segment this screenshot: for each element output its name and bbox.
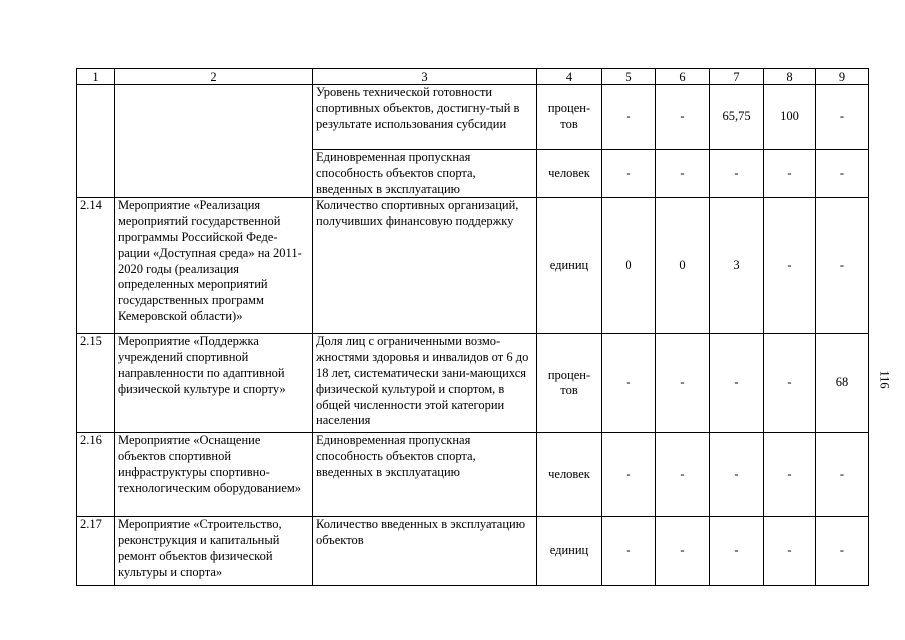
value-cell: 0 xyxy=(656,198,710,334)
row-number: 2.15 xyxy=(77,334,115,433)
unit-cell: процен-тов xyxy=(537,85,602,150)
row-number xyxy=(77,85,115,150)
column-header: 9 xyxy=(816,69,869,85)
value-cell: - xyxy=(816,85,869,150)
event-cell: Мероприятие «Строительство, реконструкция и капитальный ремонт объектов физической культуры и спорта» xyxy=(115,517,313,586)
value-cell: - xyxy=(710,150,764,198)
value-cell: - xyxy=(602,150,656,198)
value-cell: - xyxy=(816,517,869,586)
value-cell: - xyxy=(764,433,816,517)
value-cell: - xyxy=(816,198,869,334)
row-number xyxy=(77,150,115,198)
column-header: 2 xyxy=(115,69,313,85)
value-cell: - xyxy=(656,517,710,586)
table-row xyxy=(77,85,869,150)
value-cell: - xyxy=(764,198,816,334)
value-cell: - xyxy=(710,517,764,586)
indicator-cell: Уровень технической готовности спортивных объектов, достигну-тый в результате использования субсидии xyxy=(313,85,537,150)
row-number: 2.16 xyxy=(77,433,115,517)
column-header: 5 xyxy=(602,69,656,85)
column-number-row xyxy=(77,69,869,85)
table-row xyxy=(77,150,869,198)
column-header: 3 xyxy=(313,69,537,85)
value-cell: 65,75 xyxy=(710,85,764,150)
value-cell: - xyxy=(602,85,656,150)
column-header: 8 xyxy=(764,69,816,85)
indicator-cell: Доля лиц с ограниченными возмо-жностями здоровья и инвалидов от 6 до 18 лет, систематически зани-мающихся физической культурой и спортом, в общей численности этой категории населения xyxy=(313,334,537,433)
column-header: 4 xyxy=(537,69,602,85)
value-cell: - xyxy=(764,150,816,198)
event-cell xyxy=(115,150,313,198)
indicators-table xyxy=(76,68,869,586)
table-row xyxy=(77,334,869,433)
value-cell: - xyxy=(602,517,656,586)
value-cell: - xyxy=(602,433,656,517)
unit-cell: единиц xyxy=(537,517,602,586)
value-cell: - xyxy=(764,334,816,433)
indicator-cell: Единовременная пропускная способность объектов спорта, введенных в эксплуатацию xyxy=(313,433,537,517)
value-cell: - xyxy=(602,334,656,433)
value-cell: 3 xyxy=(710,198,764,334)
page-number: 116 xyxy=(877,370,892,389)
event-cell: Мероприятие «Оснащение объектов спортивной инфраструктуры спортивно-технологическим оборудованием» xyxy=(115,433,313,517)
column-header: 1 xyxy=(77,69,115,85)
indicator-cell: Единовременная пропускная способность объектов спорта, введенных в эксплуатацию xyxy=(313,150,537,198)
value-cell: - xyxy=(656,85,710,150)
table-row xyxy=(77,433,869,517)
table-row xyxy=(77,198,869,334)
unit-cell: процен-тов xyxy=(537,334,602,433)
event-cell: Мероприятие «Поддержка учреждений спортивной направленности по адаптивной физической культуре и спорту» xyxy=(115,334,313,433)
row-number: 2.17 xyxy=(77,517,115,586)
table-row xyxy=(77,517,869,586)
value-cell: - xyxy=(816,433,869,517)
row-number: 2.14 xyxy=(77,198,115,334)
value-cell: - xyxy=(764,517,816,586)
event-cell xyxy=(115,85,313,150)
value-cell: - xyxy=(710,334,764,433)
value-cell: 0 xyxy=(602,198,656,334)
indicator-cell: Количество спортивных организаций, получивших финансовую поддержку xyxy=(313,198,537,334)
column-header: 6 xyxy=(656,69,710,85)
unit-cell: человек xyxy=(537,433,602,517)
unit-cell: единиц xyxy=(537,198,602,334)
event-cell: Мероприятие «Реализация мероприятий государственной программы Российской Феде-рации «Доступная среда» на 2011-2020 годы (реализация определенных мероприятий государственных программ Кемеровской области)» xyxy=(115,198,313,334)
column-header: 7 xyxy=(710,69,764,85)
value-cell: 68 xyxy=(816,334,869,433)
value-cell: - xyxy=(656,433,710,517)
value-cell: 100 xyxy=(764,85,816,150)
value-cell: - xyxy=(656,150,710,198)
indicator-cell: Количество введенных в эксплуатацию объектов xyxy=(313,517,537,586)
value-cell: - xyxy=(816,150,869,198)
unit-cell: человек xyxy=(537,150,602,198)
value-cell: - xyxy=(710,433,764,517)
value-cell: - xyxy=(656,334,710,433)
